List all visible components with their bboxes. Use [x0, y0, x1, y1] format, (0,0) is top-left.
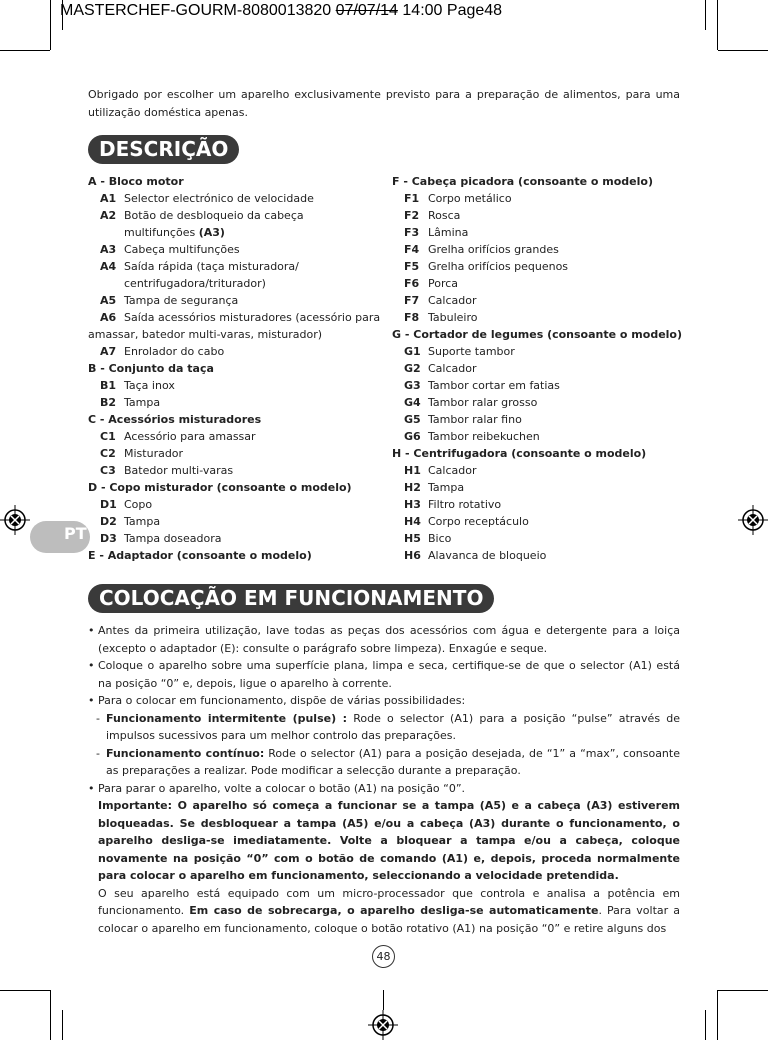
list-item: G5 Tambor ralar fino [404, 413, 522, 426]
list-item: D2 Tampa [100, 515, 161, 528]
parts-list-left [88, 173, 388, 564]
list-item: A5 Tampa de segurança [100, 294, 239, 307]
group-title: H - Centrifugadora (consoante o modelo) [392, 447, 647, 460]
processor-paragraph: O seu aparelho está equipado com um micro-processador que controla e analisa a potência em funcionamento. Em caso de sobrecarga, o aparelho desliga-se automaticamente. Para voltar a colocar o aparelho em funcionamento, coloque o botão rotativo (A1) na posição “0” e retire alguns dos [98, 886, 681, 935]
registration-mark-icon [738, 505, 768, 535]
list-item: F5 Grelha orifícios pequenos [404, 260, 569, 273]
crop-mark [718, 990, 768, 991]
list-item: A4 Saída rápida (taça misturadora/ [100, 260, 299, 273]
registration-mark-icon [0, 505, 30, 535]
list-item: F2 Rosca [404, 209, 461, 222]
list-item: G4 Tambor ralar grosso [404, 396, 538, 409]
group-title: C - Acessórios misturadores [88, 413, 262, 426]
bullet-paragraph: • Para o colocar em funcionamento, dispõe de várias possibilidades: [88, 692, 680, 710]
list-item: B1 Taça inox [100, 379, 175, 392]
crop-mark [705, 1010, 706, 1040]
crop-mark [717, 990, 718, 1040]
crop-mark [717, 0, 718, 50]
list-item: H3 Filtro rotativo [404, 498, 502, 511]
list-item: G1 Suporte tambor [404, 345, 515, 358]
list-item: A7 Enrolador do cabo [100, 345, 225, 358]
job-name: MASTERCHEF-GOURM-8080013820 [60, 2, 332, 19]
language-tab-label: PT [64, 524, 87, 543]
list-item: A2 Botão de desbloqueio da cabeça [100, 209, 304, 222]
list-item: G3 Tambor cortar em fatias [404, 379, 560, 392]
important-note: Importante: O aparelho só começa a funcionar se a tampa (A5) e a cabeça (A3) estiverem bloqueadas. Se desbloquear a tampa (A5) e/ou a cabeça (A3) durante o funcionamento, o aparelho desliga-se imediatamente. Volte a bloquear a tampa e/ou a cabeça, coloque novamente na posição “0” com o botão de comando (A1) e, depois, proceda normalmente para colocar o aparelho em funcionamento, seleccionando a velocidade pretendida. [98, 799, 680, 882]
list-item-cont: multifunções (A3) [124, 226, 225, 239]
bullet-paragraph: • Coloque o aparelho sobre uma superfície plana, limpa e seca, certifique-se de que o selector (A1) está na posição “0” e, depois, ligue o aparelho à corrente. [88, 657, 680, 692]
crop-mark [383, 990, 384, 1010]
list-item: H6 Alavanca de bloqueio [404, 549, 547, 562]
group-title: D - Copo misturador (consoante o modelo) [88, 481, 352, 494]
parts-list-right [392, 173, 692, 564]
group-title: A - Bloco motor [88, 175, 184, 188]
list-item: H5 Bico [404, 532, 452, 545]
crop-mark [0, 990, 50, 991]
page-number: 48 [372, 945, 395, 968]
crop-mark [50, 990, 51, 1040]
slug-date: 07/07/14 [335, 2, 398, 19]
registration-mark-icon [368, 1010, 398, 1040]
list-item: H2 Tampa [404, 481, 465, 494]
list-item: C1 Acessório para amassar [100, 430, 256, 443]
group-title: B - Conjunto da taça [88, 362, 214, 375]
list-item-cont: amassar, batedor multi-varas, misturador) [88, 328, 323, 341]
group-title: G - Cortador de legumes (consoante o modelo) [392, 328, 683, 341]
list-item: H1 Calcador [404, 464, 477, 477]
list-item: C3 Batedor multi-varas [100, 464, 234, 477]
list-item: B2 Tampa [100, 396, 161, 409]
colocacao-body [88, 622, 680, 937]
list-item: A6 Saída acessórios misturadores (acessório para [100, 311, 381, 324]
slug-time: 14:00 [402, 2, 443, 19]
dash-paragraph: - Funcionamento intermitente (pulse) : Rode o selector (A1) para a posição “pulse” através de impulsos sucessivos para um melhor controlo das preparações. [88, 710, 680, 745]
crop-mark [62, 1010, 63, 1040]
crop-mark [50, 0, 51, 50]
bullet-paragraph: • Antes da primeira utilização, lave todas as peças dos acessórios com água e detergente para a loiça (excepto o adaptador (E): consulte o parágrafo sobre limpeza). Enxagúe e seque. [88, 622, 680, 657]
list-item: C2 Misturador [100, 447, 184, 460]
list-item: F4 Grelha orifícios grandes [404, 243, 559, 256]
list-item: G6 Tambor reibekuchen [404, 430, 540, 443]
list-item: F8 Tabuleiro [404, 311, 478, 324]
list-item: D3 Tampa doseadora [100, 532, 222, 545]
list-item: A3 Cabeça multifunções [100, 243, 240, 256]
dash-paragraph: - Funcionamento contínuo: Rode o selector (A1) para a posição desejada, de “1” a “max”, consoante as preparações a realizar. Pode modificar a selecção durante a preparação. [88, 745, 680, 780]
crop-mark [0, 50, 50, 51]
list-item: D1 Copo [100, 498, 153, 511]
list-item: F6 Porca [404, 277, 459, 290]
list-item: F7 Calcador [404, 294, 477, 307]
list-item-cont: centrifugadora/triturador) [124, 277, 266, 290]
list-item: F3 Lâmina [404, 226, 469, 239]
section-title-colocacao: COLOCAÇÃO EM FUNCIONAMENTO [88, 584, 494, 613]
group-title: E - Adaptador (consoante o modelo) [88, 549, 312, 562]
group-title: F - Cabeça picadora (consoante o modelo) [392, 175, 653, 188]
crop-mark [718, 50, 768, 51]
list-item: G2 Calcador [404, 362, 477, 375]
section-title-descricao: DESCRIÇÃO [88, 135, 239, 164]
list-item: H4 Corpo receptáculo [404, 515, 529, 528]
list-item: A1 Selector electrónico de velocidade [100, 192, 314, 205]
intro-paragraph: Obrigado por escolher um aparelho exclusivamente previsto para a preparação de alimentos, para uma utilização doméstica apenas. [88, 88, 680, 119]
bullet-paragraph: • Para parar o aparelho, volte a colocar o botão (A1) na posição “0”. [88, 780, 680, 798]
crop-mark [705, 0, 706, 30]
slug-page: Page48 [446, 2, 503, 19]
list-item: F1 Corpo metálico [404, 192, 512, 205]
print-slug [60, 2, 502, 20]
